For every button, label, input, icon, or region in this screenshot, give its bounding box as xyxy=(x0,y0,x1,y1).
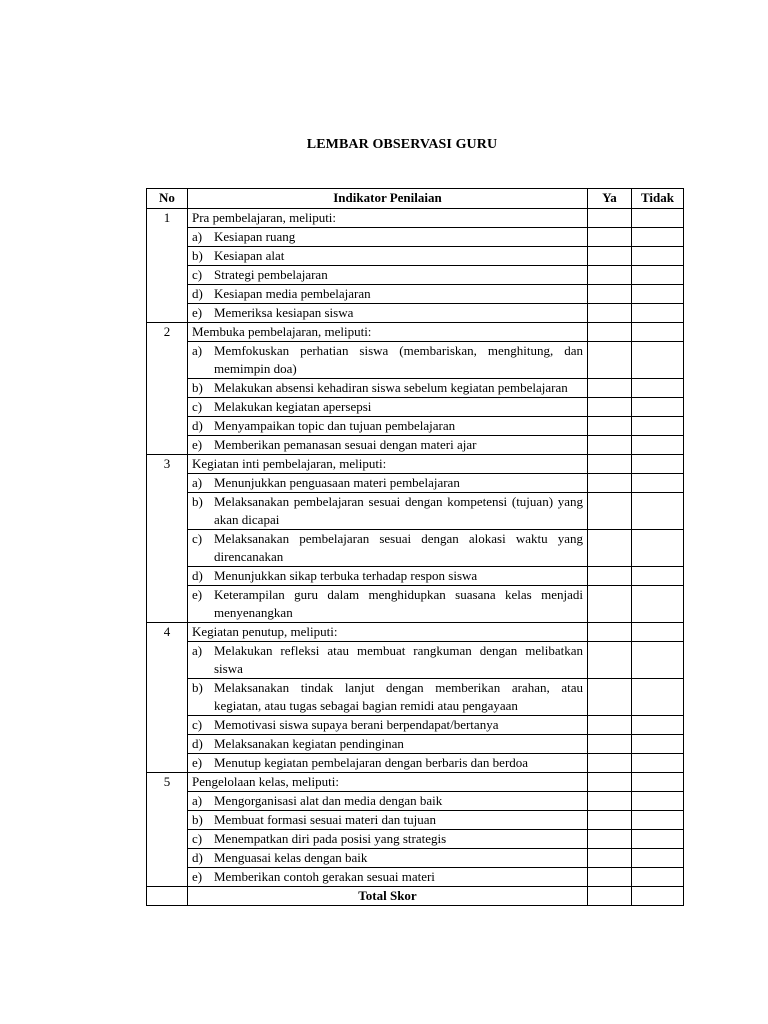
indicator-text: Menyampaikan topic dan tujuan pembelajaran xyxy=(214,418,456,433)
check-cell-ya[interactable] xyxy=(588,754,632,773)
section-number: 5 xyxy=(147,773,188,887)
check-cell-ya[interactable] xyxy=(588,586,632,623)
check-cell-ya[interactable] xyxy=(588,323,632,342)
indicator-cell xyxy=(188,493,588,530)
indicator-row xyxy=(147,849,684,868)
check-cell-ya[interactable] xyxy=(588,228,632,247)
total-row xyxy=(147,887,684,906)
indicator-row xyxy=(147,868,684,887)
indicator-text: Kesiapan ruang xyxy=(214,229,296,244)
indicator-row xyxy=(147,586,684,623)
indicator-letter: b) xyxy=(192,812,203,827)
indicator-text: Keterampilan guru dalam menghidupkan suasana kelas menjadi menyenangkan xyxy=(214,587,583,620)
indicator-letter: d) xyxy=(192,568,203,583)
indicator-row xyxy=(147,342,684,379)
indicator-text: Menempatkan diri pada posisi yang strategis xyxy=(214,831,447,846)
indicator-letter: c) xyxy=(192,717,203,732)
check-cell-ya[interactable] xyxy=(588,773,632,792)
indicator-letter: c) xyxy=(192,531,203,546)
indicator-cell xyxy=(188,849,588,868)
indicator-letter: a) xyxy=(192,343,203,358)
check-cell-ya[interactable] xyxy=(588,379,632,398)
indicator-text: Melaksanakan tindak lanjut dengan memberikan arahan, atau kegiatan, atau tugas sebagai bagian remidi atau pengayaan xyxy=(214,680,583,713)
check-cell-ya[interactable] xyxy=(588,679,632,716)
indicator-letter: d) xyxy=(192,736,203,751)
check-cell-ya[interactable] xyxy=(588,792,632,811)
section-heading: Membuka pembelajaran, meliputi: xyxy=(188,323,588,342)
indicator-text: Memfokuskan perhatian siswa (membariskan, menghitung, dan memimpin doa) xyxy=(214,343,583,376)
indicator-row xyxy=(147,792,684,811)
indicator-text: Membuat formasi sesuai materi dan tujuan xyxy=(214,812,437,827)
indicator-cell xyxy=(188,247,588,266)
indicator-cell xyxy=(188,342,588,379)
indicator-cell xyxy=(188,398,588,417)
check-cell-tidak[interactable] xyxy=(632,754,684,773)
check-cell-tidak[interactable] xyxy=(632,849,684,868)
indicator-cell xyxy=(188,567,588,586)
indicator-letter: d) xyxy=(192,286,203,301)
indicator-text: Kesiapan alat xyxy=(214,248,285,263)
indicator-text: Menunjukkan sikap terbuka terhadap respon siswa xyxy=(214,568,478,583)
indicator-text: Memotivasi siswa supaya berani berpendapat/bertanya xyxy=(214,717,499,732)
indicator-cell xyxy=(188,417,588,436)
check-cell-tidak[interactable] xyxy=(632,830,684,849)
check-cell-tidak[interactable] xyxy=(632,773,684,792)
check-cell-tidak[interactable] xyxy=(632,868,684,887)
indicator-row xyxy=(147,735,684,754)
check-cell-ya[interactable] xyxy=(588,398,632,417)
check-cell-ya[interactable] xyxy=(588,304,632,323)
observation-table xyxy=(146,188,684,906)
check-cell-ya[interactable] xyxy=(588,285,632,304)
check-cell-tidak[interactable] xyxy=(632,417,684,436)
indicator-text: Melaksanakan pembelajaran sesuai dengan alokasi waktu yang direncanakan xyxy=(214,531,583,564)
check-cell-ya[interactable] xyxy=(588,735,632,754)
indicator-cell xyxy=(188,304,588,323)
indicator-row xyxy=(147,642,684,679)
indicator-text: Melaksanakan pembelajaran sesuai dengan kompetensi (tujuan) yang akan dicapai xyxy=(214,494,583,527)
indicator-text: Strategi pembelajaran xyxy=(214,267,328,282)
section-heading: Pra pembelajaran, meliputi: xyxy=(188,209,588,228)
check-cell-tidak[interactable] xyxy=(632,530,684,567)
total-cell-tidak[interactable] xyxy=(632,887,684,906)
check-cell-ya[interactable] xyxy=(588,849,632,868)
section-number: 3 xyxy=(147,455,188,623)
check-cell-tidak[interactable] xyxy=(632,493,684,530)
indicator-cell xyxy=(188,811,588,830)
indicator-cell xyxy=(188,474,588,493)
indicator-text: Melaksanakan kegiatan pendinginan xyxy=(214,736,404,751)
indicator-text: Menguasai kelas dengan baik xyxy=(214,850,368,865)
indicator-letter: d) xyxy=(192,418,203,433)
indicator-letter: b) xyxy=(192,680,203,695)
check-cell-ya[interactable] xyxy=(588,530,632,567)
indicator-text: Memeriksa kesiapan siswa xyxy=(214,305,354,320)
indicator-cell xyxy=(188,735,588,754)
indicator-text: Menunjukkan penguasaan materi pembelajaran xyxy=(214,475,460,490)
indicator-text: Melakukan refleksi atau membuat rangkuman dengan melibatkan siswa xyxy=(214,643,583,676)
check-cell-tidak[interactable] xyxy=(632,304,684,323)
indicator-letter: d) xyxy=(192,850,203,865)
header-indikator: Indikator Penilaian xyxy=(188,189,588,209)
section-row xyxy=(147,209,684,228)
section-row xyxy=(147,455,684,474)
indicator-cell xyxy=(188,754,588,773)
check-cell-ya[interactable] xyxy=(588,868,632,887)
indicator-cell xyxy=(188,642,588,679)
check-cell-tidak[interactable] xyxy=(632,209,684,228)
check-cell-ya[interactable] xyxy=(588,209,632,228)
check-cell-ya[interactable] xyxy=(588,436,632,455)
indicator-cell xyxy=(188,868,588,887)
indicator-cell xyxy=(188,586,588,623)
indicator-row xyxy=(147,436,684,455)
section-number: 2 xyxy=(147,323,188,455)
section-number: 1 xyxy=(147,209,188,323)
check-cell-ya[interactable] xyxy=(588,493,632,530)
check-cell-ya[interactable] xyxy=(588,474,632,493)
indicator-row xyxy=(147,285,684,304)
indicator-letter: c) xyxy=(192,399,203,414)
indicator-cell xyxy=(188,379,588,398)
indicator-letter: e) xyxy=(192,437,203,452)
indicator-letter: e) xyxy=(192,305,203,320)
indicator-row xyxy=(147,266,684,285)
check-cell-tidak[interactable] xyxy=(632,735,684,754)
indicator-row xyxy=(147,530,684,567)
section-number: 4 xyxy=(147,623,188,773)
check-cell-ya[interactable] xyxy=(588,342,632,379)
indicator-text: Melakukan kegiatan apersepsi xyxy=(214,399,372,414)
check-cell-tidak[interactable] xyxy=(632,623,684,642)
indicator-row xyxy=(147,304,684,323)
indicator-cell xyxy=(188,285,588,304)
total-empty-cell xyxy=(147,887,188,906)
check-cell-tidak[interactable] xyxy=(632,567,684,586)
indicator-text: Mengorganisasi alat dan media dengan baik xyxy=(214,793,443,808)
indicator-letter: e) xyxy=(192,587,203,602)
check-cell-tidak[interactable] xyxy=(632,266,684,285)
check-cell-tidak[interactable] xyxy=(632,586,684,623)
check-cell-tidak[interactable] xyxy=(632,455,684,474)
indicator-row xyxy=(147,754,684,773)
indicator-text: Menutup kegiatan pembelajaran dengan berbaris dan berdoa xyxy=(214,755,529,770)
indicator-letter: a) xyxy=(192,643,203,658)
check-cell-ya[interactable] xyxy=(588,642,632,679)
indicator-row xyxy=(147,474,684,493)
indicator-text: Memberikan contoh gerakan sesuai materi xyxy=(214,869,435,884)
indicator-row xyxy=(147,228,684,247)
indicator-row xyxy=(147,679,684,716)
check-cell-tidak[interactable] xyxy=(632,379,684,398)
check-cell-tidak[interactable] xyxy=(632,228,684,247)
indicator-row xyxy=(147,716,684,735)
indicator-cell xyxy=(188,792,588,811)
header-no: No xyxy=(147,189,188,209)
section-row xyxy=(147,323,684,342)
indicator-cell xyxy=(188,530,588,567)
indicator-letter: b) xyxy=(192,494,203,509)
indicator-letter: a) xyxy=(192,229,203,244)
table-body xyxy=(147,209,684,906)
check-cell-tidak[interactable] xyxy=(632,716,684,735)
section-row xyxy=(147,773,684,792)
indicator-text: Memberikan pemanasan sesuai dengan materi ajar xyxy=(214,437,477,452)
check-cell-ya[interactable] xyxy=(588,417,632,436)
indicator-letter: b) xyxy=(192,248,203,263)
total-skor-label: Total Skor xyxy=(188,887,588,906)
check-cell-tidak[interactable] xyxy=(632,679,684,716)
check-cell-ya[interactable] xyxy=(588,266,632,285)
indicator-cell xyxy=(188,679,588,716)
indicator-row xyxy=(147,398,684,417)
indicator-row xyxy=(147,811,684,830)
check-cell-ya[interactable] xyxy=(588,811,632,830)
indicator-row xyxy=(147,379,684,398)
check-cell-tidak[interactable] xyxy=(632,436,684,455)
indicator-row xyxy=(147,830,684,849)
section-heading: Kegiatan penutup, meliputi: xyxy=(188,623,588,642)
indicator-letter: e) xyxy=(192,755,203,770)
document-title: LEMBAR OBSERVASI GURU xyxy=(306,137,498,152)
check-cell-tidak[interactable] xyxy=(632,342,684,379)
indicator-row xyxy=(147,567,684,586)
section-heading: Kegiatan inti pembelajaran, meliputi: xyxy=(188,455,588,474)
indicator-text: Kesiapan media pembelajaran xyxy=(214,286,371,301)
indicator-cell xyxy=(188,436,588,455)
table-header-row xyxy=(147,189,684,209)
indicator-letter: b) xyxy=(192,380,203,395)
indicator-letter: a) xyxy=(192,793,203,808)
indicator-letter: c) xyxy=(192,831,203,846)
check-cell-tidak[interactable] xyxy=(632,285,684,304)
check-cell-tidak[interactable] xyxy=(632,642,684,679)
header-ya: Ya xyxy=(588,189,632,209)
indicator-cell xyxy=(188,830,588,849)
section-row xyxy=(147,623,684,642)
check-cell-tidak[interactable] xyxy=(632,811,684,830)
indicator-cell xyxy=(188,228,588,247)
check-cell-tidak[interactable] xyxy=(632,323,684,342)
total-cell-ya[interactable] xyxy=(588,887,632,906)
check-cell-ya[interactable] xyxy=(588,247,632,266)
indicator-row xyxy=(147,493,684,530)
check-cell-ya[interactable] xyxy=(588,716,632,735)
indicator-row xyxy=(147,247,684,266)
check-cell-tidak[interactable] xyxy=(632,792,684,811)
check-cell-tidak[interactable] xyxy=(632,398,684,417)
check-cell-tidak[interactable] xyxy=(632,247,684,266)
check-cell-ya[interactable] xyxy=(588,455,632,474)
section-heading: Pengelolaan kelas, meliputi: xyxy=(188,773,588,792)
indicator-cell xyxy=(188,266,588,285)
check-cell-ya[interactable] xyxy=(588,623,632,642)
indicator-letter: c) xyxy=(192,267,203,282)
indicator-letter: e) xyxy=(192,869,203,884)
check-cell-tidak[interactable] xyxy=(632,474,684,493)
indicator-row xyxy=(147,417,684,436)
indicator-letter: a) xyxy=(192,475,203,490)
check-cell-ya[interactable] xyxy=(588,830,632,849)
check-cell-ya[interactable] xyxy=(588,567,632,586)
header-tidak: Tidak xyxy=(632,189,684,209)
indicator-text: Melakukan absensi kehadiran siswa sebelum kegiatan pembelajaran xyxy=(214,380,568,395)
indicator-cell xyxy=(188,716,588,735)
